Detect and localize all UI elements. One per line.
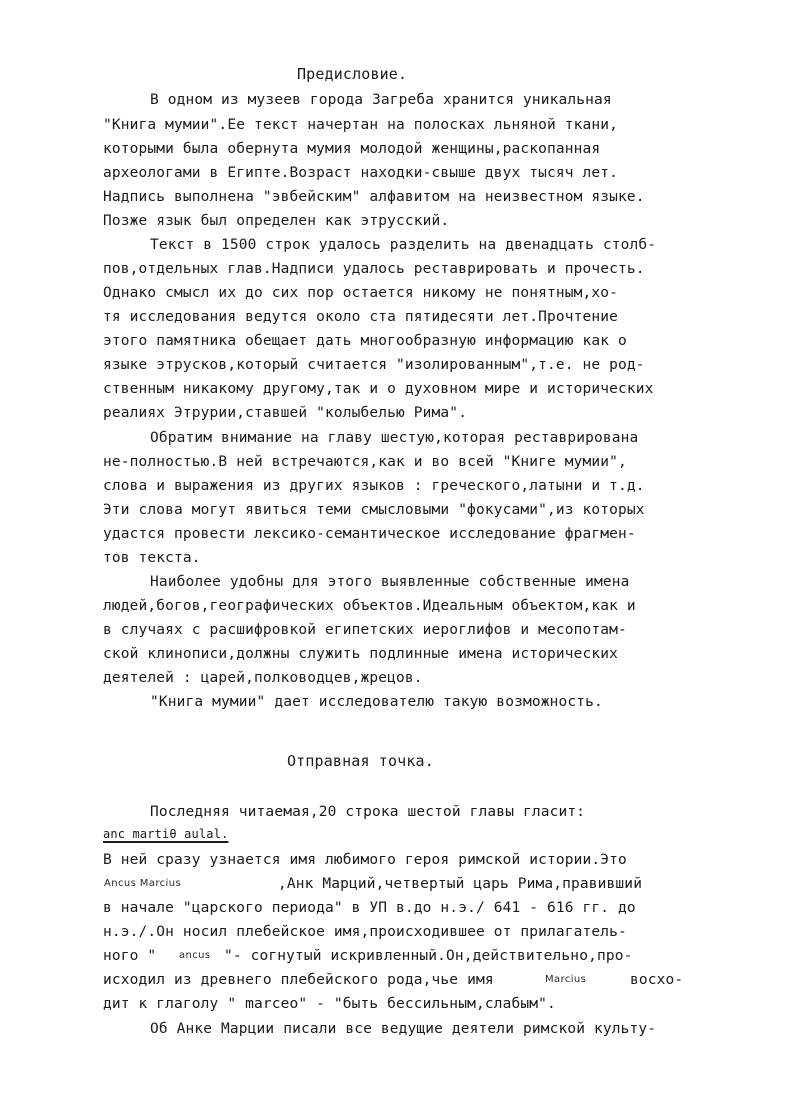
text-line: Надпись выполнена "эвбейским" алфавитом на неизвестном языке. — [103, 189, 645, 205]
text-line: людей,богов,географических объектов.Идеальным объектом,как и — [103, 598, 636, 614]
latin-word-ancus: ancus — [179, 950, 211, 961]
latin-name-ancus-marcius: Ancus Marcius — [104, 878, 182, 889]
text-line: пов,отдельных глав.Надписи удалось реставрировать и прочесть. — [103, 261, 645, 277]
text-line: тя исследования ведутся около ста пятидесяти лет.Прочтение — [103, 309, 619, 325]
text-line: Позже язык был определен как этрусский. — [103, 213, 450, 229]
text-line: слова и выражения из других языков : греческого,латыни и т.д. — [103, 478, 645, 494]
text-line: дит к глаголу " marceo" - "быть бессильным,слабым". — [103, 996, 556, 1012]
section-title: Отправная точка. — [287, 752, 434, 770]
text-line: удастся провести лексико-семантическое исследование фрагмен- — [103, 526, 636, 542]
text-line: в начале "царского периода" в УП в.до н.э./ 641 - 616 гг. до — [103, 900, 636, 916]
preface-title: Предисловие. — [297, 65, 408, 83]
text-line: ,Анк Марций,четвертый царь Рима,правивший — [278, 876, 643, 892]
text-line: Наиболее удобны для этого выявленные собственные имена — [150, 574, 630, 590]
text-line: "- согнутый искривленный.Он,действительно,про- — [224, 948, 633, 964]
text-line: археологами в Египте.Возраст находки-свыше двух тысяч лет. — [103, 165, 619, 181]
text-line: тов текста. — [103, 550, 201, 566]
text-line: В ней сразу узнается имя любимого героя римской истории.Это — [103, 852, 627, 868]
text-line: ного " — [103, 948, 157, 964]
text-line: Однако смысл их до сих пор остается никому не понятным,хо- — [103, 285, 619, 301]
text-line: ственным никакому другому,так и о духовном мире и исторических — [103, 381, 654, 397]
text-line: "Книга мумии" дает исследователю такую возможность. — [150, 694, 603, 710]
text-line: Эти слова могут явиться теми смысловыми "фокусами",из которых — [103, 502, 645, 518]
text-line: Текст в 1500 строк удалось разделить на двенадцать столб- — [150, 237, 657, 253]
etruscan-phrase: anc martiθ aulal. — [103, 827, 229, 841]
text-line: Об Анке Марции писали все ведущие деятели римской культу- — [150, 1021, 657, 1037]
text-line: этого памятника обещает дать многообразную информацию как о — [103, 333, 627, 349]
text-line: в случаях с расшифровкой египетских иероглифов и месопотам- — [103, 622, 627, 638]
intro-line: Последняя читаемая,20 строка шестой главы гласит: — [150, 804, 586, 820]
text-line: не-полностью.В ней встречаются,как и во всей "Книге мумии", — [103, 454, 627, 470]
text-line: исходил из древнего плебейского рода,чье имя — [103, 972, 494, 988]
text-line: восхо- — [630, 972, 684, 988]
text-line: ской клинописи,должны служить подлинные имена исторических — [103, 646, 619, 662]
text-line: Обратим внимание на главу шестую,которая реставрирована — [150, 430, 639, 446]
text-line: реалиях Этрурии,ставшей "колыбелью Рима". — [103, 405, 468, 421]
text-line: деятелей : царей,полководцев,жрецов. — [103, 670, 423, 686]
text-line: н.э./.Он носил плебейское имя,происходившее от прилагатель- — [103, 924, 627, 940]
text-line: которыми была обернута мумия молодой женщины,раскопанная — [103, 141, 601, 157]
latin-word-marcius: Marcius — [545, 974, 587, 985]
text-line: В одном из музеев города Загреба хранится уникальная — [150, 92, 612, 108]
text-line: "Книга мумии".Ее текст начертан на полосках льняной ткани, — [103, 117, 619, 133]
text-line: языке этрусков,который считается "изолированным",т.е. не род- — [103, 357, 645, 373]
